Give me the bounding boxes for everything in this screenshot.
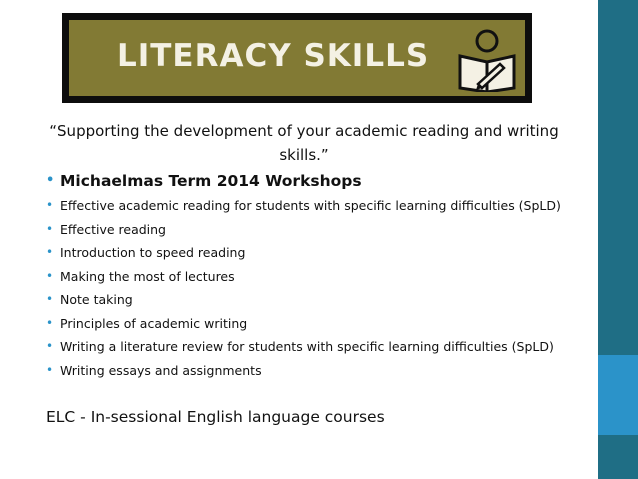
list-item bbox=[38, 218, 561, 242]
list-item-text: Note taking bbox=[60, 292, 133, 307]
workshop-list bbox=[38, 168, 561, 382]
list-item-text: Principles of academic writing bbox=[60, 315, 248, 331]
bullet-icon: • bbox=[46, 268, 54, 283]
banner-panel bbox=[69, 20, 525, 96]
quote-text: “Supporting the development of your academic reading and writing skills.” bbox=[49, 122, 559, 164]
banner-title: LITERACY SKILLS bbox=[117, 38, 430, 74]
bullet-icon: • bbox=[46, 339, 54, 353]
list-item bbox=[38, 194, 561, 218]
list-item-text: Effective reading bbox=[60, 221, 166, 237]
sidebar-accent-block bbox=[598, 355, 638, 435]
list-item bbox=[38, 359, 561, 383]
bullet-icon: • bbox=[46, 292, 54, 306]
list-item bbox=[38, 265, 561, 289]
elc-courses-text: ELC - In-sessional English language courses bbox=[46, 408, 385, 426]
bullet-icon: • bbox=[46, 315, 54, 330]
list-item bbox=[38, 288, 561, 312]
list-heading-text: Michaelmas Term 2014 Workshops bbox=[60, 172, 362, 190]
bullet-icon: • bbox=[46, 221, 54, 236]
bullet-icon: • bbox=[46, 245, 54, 259]
list-heading bbox=[38, 168, 561, 194]
bullet-icon: • bbox=[46, 173, 55, 188]
list-item-text: Effective academic reading for students with specific learning difficulties (SpLD) bbox=[60, 198, 561, 213]
list-item bbox=[38, 312, 561, 336]
list-item-text: Writing a literature review for students with specific learning difficulties (SpLD) bbox=[60, 339, 554, 354]
list-item bbox=[38, 335, 561, 359]
bullet-icon: • bbox=[46, 362, 54, 377]
list-item-text: Making the most of lectures bbox=[60, 268, 235, 284]
list-item bbox=[38, 241, 561, 265]
list-item-text: Writing essays and assignments bbox=[60, 362, 262, 378]
list-item-text: Introduction to speed reading bbox=[60, 245, 246, 260]
bullet-icon: • bbox=[46, 198, 54, 212]
literacy-skills-banner bbox=[62, 13, 532, 103]
reader-with-book-and-pencil-icon bbox=[454, 26, 520, 92]
